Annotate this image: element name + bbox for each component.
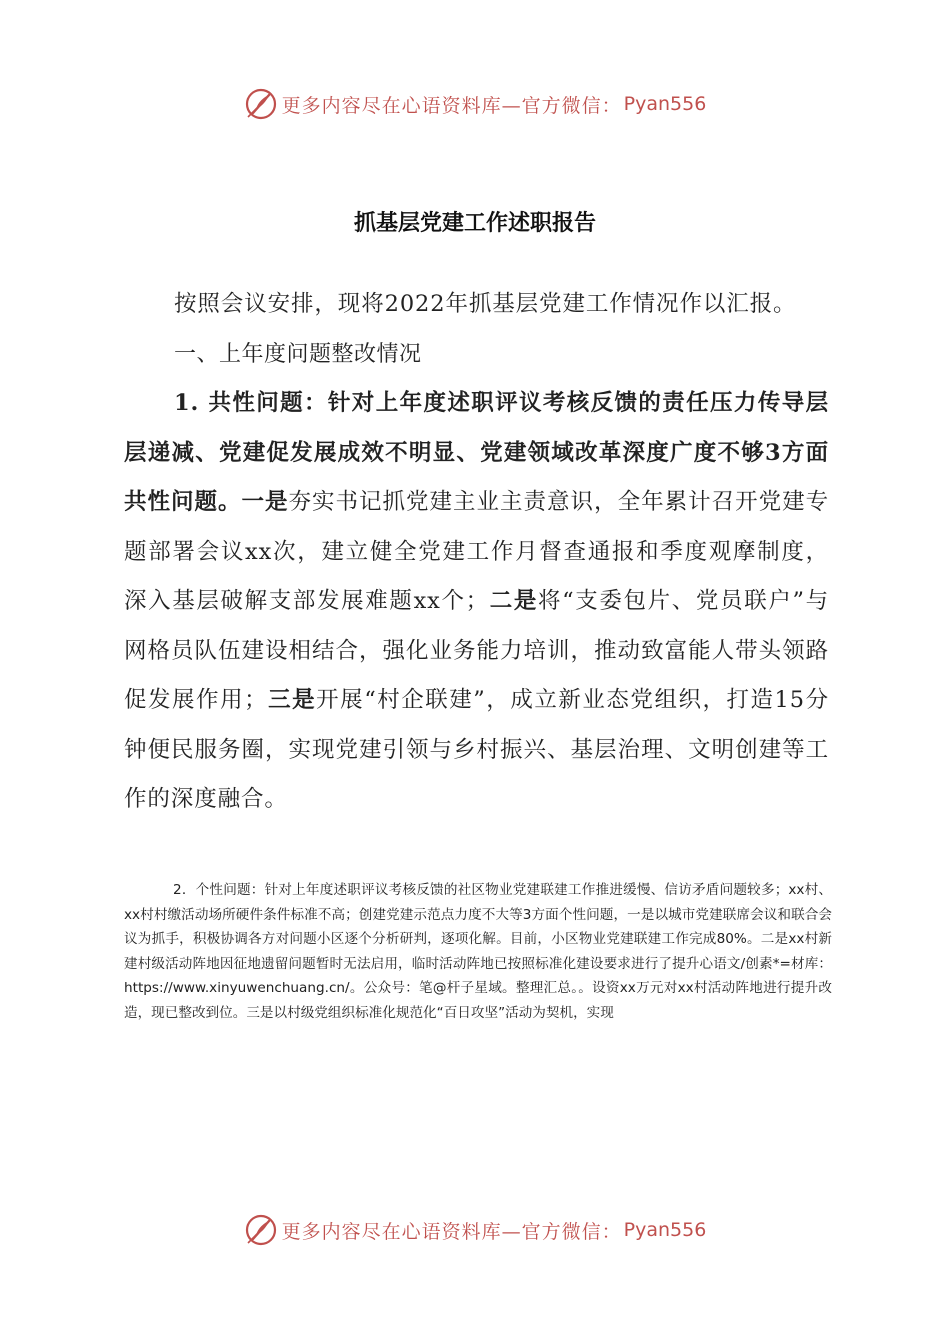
document-body	[124, 280, 829, 825]
item1-paragraph	[124, 379, 829, 825]
banner-text: 更多内容尽在心语资料库—官方微信：	[281, 1220, 622, 1243]
header-banner	[0, 84, 950, 124]
item1-text-2: 将“支委包片、党员联户”与网格员队伍建设相结合，强化业务能力培训，推动致富能人带头领路促发展作用；	[124, 588, 829, 713]
item1-lead: 1. 共性问题：针对上年度述职评议考核反馈的责任压力传导层层递减、党建促发展成效不明显、党建领域改革深度广度不够3方面共性问题。	[124, 390, 829, 515]
banner-text: 更多内容尽在心语资料库—官方微信：	[281, 94, 622, 117]
section-heading: 一、上年度问题整改情况	[174, 341, 422, 367]
intro-paragraph: 按照会议安排，现将2022年抓基层党建工作情况作以汇报。	[174, 291, 797, 317]
item1-keyword-3: 三是	[267, 687, 317, 713]
banner-wechat-id: Pyan556	[623, 1219, 707, 1241]
quill-logo-icon	[244, 1213, 278, 1247]
document-title: 抓基层党建工作述职报告	[353, 210, 596, 236]
item1-text-1: 夯实书记抓党建主业主责意识，全年累计召开党建专题部署会议xx次，建立健全党建工作月督查通报和季度观摩制度，深入基层破解支部发展难题xx个；	[124, 489, 829, 614]
item1-keyword-2: 二是	[489, 588, 539, 614]
quill-logo-icon	[244, 87, 278, 121]
item1-text-3: 开展“村企联建”，成立新业态党组织，打造15分钟便民服务圈，实现党建引领与乡村振兴、基层治理、文明创建等工作的深度融合。	[124, 687, 829, 812]
footer-banner	[0, 1210, 950, 1250]
item1-keyword-1: 一是	[241, 489, 289, 515]
item2-block	[124, 878, 832, 1026]
banner-wechat-id: Pyan556	[623, 93, 707, 115]
item2-paragraph: 2．个性问题：针对上年度述职评议考核反馈的社区物业党建联建工作推进缓慢、信访矛盾问题较多；xx村、xx村村缴活动场所硬件条件标准不高；创建党建示范点力度不大等3方面个性问题，一是以城市党建联席会议和联合会议为抓手，积极协调各方对问题小区逐个分析研判，逐项化解。目前，小区物业党建联建工作完成80%。二是xx村新建村级活动阵地因征地遗留问题暂时无法启用，临时活动阵地已按照标准化建设要求进行了提升心语文/创素*=材库：https://www.xinyuwenchuang.cn/。公众号：笔@杆子星域。整理汇总。。设资xx万元对xx村活动阵地进行提升改造，现已整改到位。三是以村级党组织标准化规范化“百日攻坚”活动为契机，实现	[124, 882, 832, 1021]
